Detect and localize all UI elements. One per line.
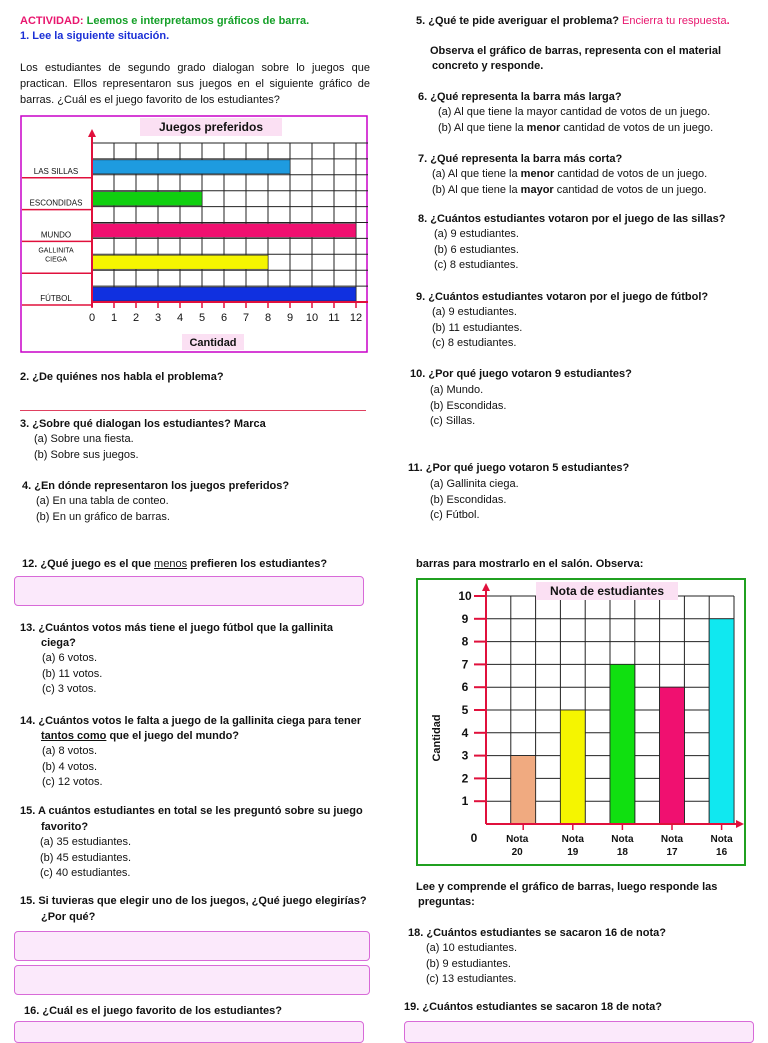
q14-underlined: tantos como	[41, 730, 107, 742]
q6-option-b[interactable]	[438, 121, 713, 137]
chart-1-tick-label: 0	[88, 312, 96, 324]
q10-option-b[interactable]: (b) Escondidas.	[430, 399, 507, 412]
chart-1-tick-label: 11	[328, 312, 340, 324]
chart-2-bar	[660, 687, 685, 824]
chart-2-y-tick-label: 3	[461, 748, 469, 763]
q14-option-c[interactable]: (c) 12 votos.	[42, 776, 103, 788]
chart-2-category-label: 16	[716, 847, 728, 858]
q6-b-bold: menor	[526, 122, 561, 134]
q4-option-a[interactable]: (a) En una tabla de conteo.	[36, 495, 169, 507]
chart-2-title: Nota de estudiantes	[549, 584, 665, 598]
chart-2-category-label: Nota	[611, 834, 634, 845]
q18-option-b[interactable]: (b) 9 estudiantes.	[426, 957, 511, 970]
q8-options	[434, 227, 519, 274]
question-3: 3. ¿Sobre qué dialogan los estudiantes? Marca	[20, 418, 266, 430]
chart-1-category-label: LAS SILLAS	[33, 166, 79, 176]
read-instruction: Lee y comprende el gráfico de barras, luego responde las	[416, 881, 718, 893]
q9-option-c[interactable]: (c) 8 estudiantes.	[432, 337, 517, 349]
chart-2-bar	[709, 619, 734, 824]
q6-option-a[interactable]: (a) Al que tiene la mayor cantidad de votos de un juego.	[438, 106, 711, 118]
chart-1-tick-label: 3	[154, 312, 162, 324]
chart-2-y-tick-label: 4	[461, 725, 469, 740]
q3-option-b[interactable]: (b) Sobre sus juegos.	[34, 448, 139, 461]
chart-2-svg	[416, 578, 746, 866]
q5-text: 5. ¿Qué te pide averiguar el problema?	[416, 15, 623, 27]
question-4: 4. ¿En dónde representaron los juegos preferidos?	[22, 480, 290, 492]
chart-1-tick-label: 7	[242, 312, 250, 324]
question-14-line2	[41, 729, 239, 743]
q14-options	[42, 744, 103, 791]
q9-options	[432, 305, 522, 352]
q13-options	[42, 651, 102, 698]
q10-option-a[interactable]: (a) Mundo.	[430, 384, 484, 396]
intro-paragraph: Los estudiantes de segundo grado dialogan sobre lo juegos que practican. Ellos representaron sus juegos en el siguiente gráfico de barras. ¿Cuál es el juego favorito de los estudiantes?	[20, 62, 370, 106]
q10-options	[430, 383, 506, 430]
chart-2-category-label: Nota	[506, 834, 529, 845]
question-5	[416, 14, 730, 28]
chart-1-tick-label: 1	[110, 312, 118, 324]
q15a-option-a[interactable]: (a) 35 estudiantes.	[40, 836, 132, 848]
chart-1-category-label: FÚTBOL	[40, 294, 72, 303]
observe-instruction-line2: concreto y responde.	[432, 60, 544, 72]
q7-option-a[interactable]	[432, 167, 707, 183]
activity-header	[20, 14, 309, 28]
chart-2-y-tick-label: 2	[461, 771, 469, 786]
chart-2-category-label: Nota	[660, 834, 684, 845]
q11-option-a[interactable]: (a) Gallinita ciega.	[430, 478, 519, 490]
q14-option-b[interactable]: (b) 4 votos.	[42, 760, 98, 773]
chart-1-tick-label: 5	[198, 312, 206, 324]
q15a-options	[40, 835, 131, 882]
q7-b-bold: mayor	[520, 184, 554, 196]
question-13-line2: ciega?	[41, 637, 76, 649]
q13-option-a[interactable]: (a) 6 votos.	[42, 652, 98, 664]
answer-box-12[interactable]	[14, 576, 364, 606]
chart-2-y-tick-label: 7	[461, 657, 469, 672]
chart-1-bar	[92, 192, 202, 206]
q11-option-c[interactable]: (c) Fútbol.	[430, 509, 480, 521]
q7-a-text2: cantidad de votos de un juego.	[554, 168, 708, 180]
chart-2-bar	[610, 664, 635, 824]
activity-label: ACTIVIDAD:	[20, 15, 84, 27]
chart-2-y-tick-label: 5	[461, 703, 469, 717]
q7-option-b[interactable]	[432, 183, 707, 199]
chart-1-category-label: CIEGA	[45, 256, 67, 264]
q6-b-text1: (b) Al que tiene la	[438, 122, 527, 134]
chart-2-y-tick-label: 6	[461, 680, 469, 695]
chart-2-y-tick-label: 1	[461, 794, 469, 809]
question-8: 8. ¿Cuántos estudiantes votaron por el juego de las sillas?	[418, 213, 726, 225]
q13-option-c[interactable]: (c) 3 votos.	[42, 683, 97, 695]
question-15b: 15. Si tuvieras que elegir uno de los juegos, ¿Qué juego elegirías?	[20, 895, 367, 907]
chart-1-tick-label: 9	[286, 312, 294, 324]
chart-2-ylabel: Cantidad	[431, 714, 443, 762]
q5-end: .	[726, 15, 730, 27]
q4-option-b[interactable]: (b) En un gráfico de barras.	[36, 510, 170, 523]
q14-text-b: que el juego del mundo?	[106, 730, 240, 742]
q8-option-c[interactable]: (c) 8 estudiantes.	[434, 259, 519, 271]
q3-options	[34, 432, 139, 463]
chart-2-category-label: 17	[666, 847, 678, 858]
q11-option-b[interactable]: (b) Escondidas.	[430, 493, 507, 506]
q4-options	[36, 494, 170, 525]
q15a-option-c[interactable]: (c) 40 estudiantes.	[40, 867, 131, 879]
question-19: 19. ¿Cuántos estudiantes se sacaron 18 de nota?	[404, 1001, 662, 1013]
chart-1-bar	[92, 287, 356, 301]
chart-1-xlabel: Cantidad	[189, 337, 237, 349]
chart-2-y-tick-label: 9	[461, 611, 469, 626]
chart-2-bar	[560, 710, 585, 824]
question-18: 18. ¿Cuántos estudiantes se sacaron 16 de nota?	[408, 927, 666, 939]
question-14: 14. ¿Cuántos votos le falta a juego de la gallinita ciega para tener	[20, 715, 362, 727]
question-2: 2. ¿De quiénes nos habla el problema?	[20, 371, 224, 383]
chart-2-category-label: 20	[511, 847, 523, 858]
chart-1-bar	[92, 224, 356, 238]
question-11: 11. ¿Por qué juego votaron 5 estudiantes?	[408, 462, 630, 474]
question-9: 9. ¿Cuántos estudiantes votaron por el juego de fútbol?	[416, 291, 709, 303]
chart-1-tick-label: 8	[264, 312, 272, 324]
question-12	[22, 557, 327, 571]
chart-1-bar	[92, 160, 290, 174]
q9-option-a[interactable]: (a) 9 estudiantes.	[432, 306, 517, 318]
q18-options	[426, 941, 517, 988]
q3-option-a[interactable]: (a) Sobre una fiesta.	[34, 433, 134, 445]
question-15a-line2: favorito?	[41, 821, 89, 833]
q8-option-b[interactable]: (b) 6 estudiantes.	[434, 243, 519, 256]
chart-2-category-label: 19	[567, 847, 579, 858]
chart-1-svg	[20, 115, 368, 353]
chart-1-tick-label: 4	[176, 312, 184, 324]
read-instruction-line2: preguntas:	[418, 896, 475, 908]
q6-b-text2: cantidad de votos de un juego.	[560, 122, 714, 134]
chart-1-category-label: GALLINITA	[38, 247, 74, 255]
q8-option-a[interactable]: (a) 9 estudiantes.	[434, 228, 519, 240]
chart-2-y-tick-label: 10	[458, 589, 472, 603]
q7-b-text2: cantidad de votos de un juego.	[553, 184, 707, 196]
q10-option-c[interactable]: (c) Sillas.	[430, 415, 476, 427]
q13-option-b[interactable]: (b) 11 votos.	[42, 667, 103, 680]
question-6: 6. ¿Qué representa la barra más larga?	[418, 91, 622, 103]
question-13: 13. ¿Cuántos votos más tiene el juego fútbol que la gallinita	[20, 622, 333, 634]
q18-option-c[interactable]: (c) 13 estudiantes.	[426, 973, 517, 985]
step-1-heading: 1. Lee la siguiente situación.	[20, 30, 170, 42]
bars-intro-line: barras para mostrarlo en el salón. Observa:	[416, 558, 644, 570]
q5-instruction: Encierra tu respuesta	[622, 15, 727, 27]
chart-2-y-tick-label: 8	[461, 634, 469, 649]
chart-2-y-tick-label: 0	[470, 831, 478, 845]
q11-options	[430, 477, 519, 524]
q12-underlined: menos	[154, 558, 188, 570]
answer-box-15b-2[interactable]	[14, 965, 370, 995]
chart-1-tick-label: 10	[305, 312, 319, 324]
q12-text-b: prefieren los estudiantes?	[187, 558, 328, 570]
q15a-option-b[interactable]: (b) 45 estudiantes.	[40, 851, 132, 864]
question-15b-line2: ¿Por qué?	[41, 911, 96, 923]
question-7: 7. ¿Qué representa la barra más corta?	[418, 153, 623, 165]
q18-option-a[interactable]: (a) 10 estudiantes.	[426, 942, 518, 954]
q9-option-b[interactable]: (b) 11 estudiantes.	[432, 321, 523, 334]
answer-box-19[interactable]	[404, 1021, 754, 1043]
chart-2-bar	[511, 756, 536, 824]
q7-a-text1: (a) Al que tiene la	[432, 168, 521, 180]
chart-2-category-label: Nota	[710, 834, 733, 845]
chart-1-title: Juegos preferidos	[158, 120, 264, 134]
question-16: 16. ¿Cuál es el juego favorito de los estudiantes?	[24, 1005, 282, 1017]
q14-option-a[interactable]: (a) 8 votos.	[42, 745, 98, 757]
chart-1-tick-label: 6	[220, 312, 228, 324]
q12-text-a: 12. ¿Qué juego es el que	[22, 558, 155, 570]
answer-line-2[interactable]	[20, 410, 366, 411]
question-15a: 15. A cuántos estudiantes en total se les preguntó sobre su juego	[20, 805, 363, 817]
answer-box-16[interactable]	[14, 1021, 364, 1043]
question-10: 10. ¿Por qué juego votaron 9 estudiantes?	[410, 368, 632, 380]
answer-box-15b-1[interactable]	[14, 931, 370, 961]
q7-a-bold: menor	[520, 168, 555, 180]
activity-title: Leemos e interpretamos gráficos de barra.	[86, 15, 310, 27]
chart-1-bar	[92, 255, 268, 269]
chart-1-category-label: ESCONDIDAS	[29, 198, 83, 208]
observe-instruction: Observa el gráfico de barras, representa con el material	[430, 45, 722, 57]
chart-1-tick-label: 12	[349, 312, 363, 324]
chart-nota-estudiantes	[416, 578, 746, 866]
chart-juegos-preferidos	[20, 115, 368, 353]
chart-2-category-label: Nota	[561, 834, 584, 845]
chart-1-tick-label: 2	[132, 312, 140, 324]
q7-b-text1: (b) Al que tiene la	[432, 184, 521, 196]
chart-1-category-label: MUNDO	[40, 230, 72, 240]
chart-2-category-label: 18	[616, 847, 628, 858]
